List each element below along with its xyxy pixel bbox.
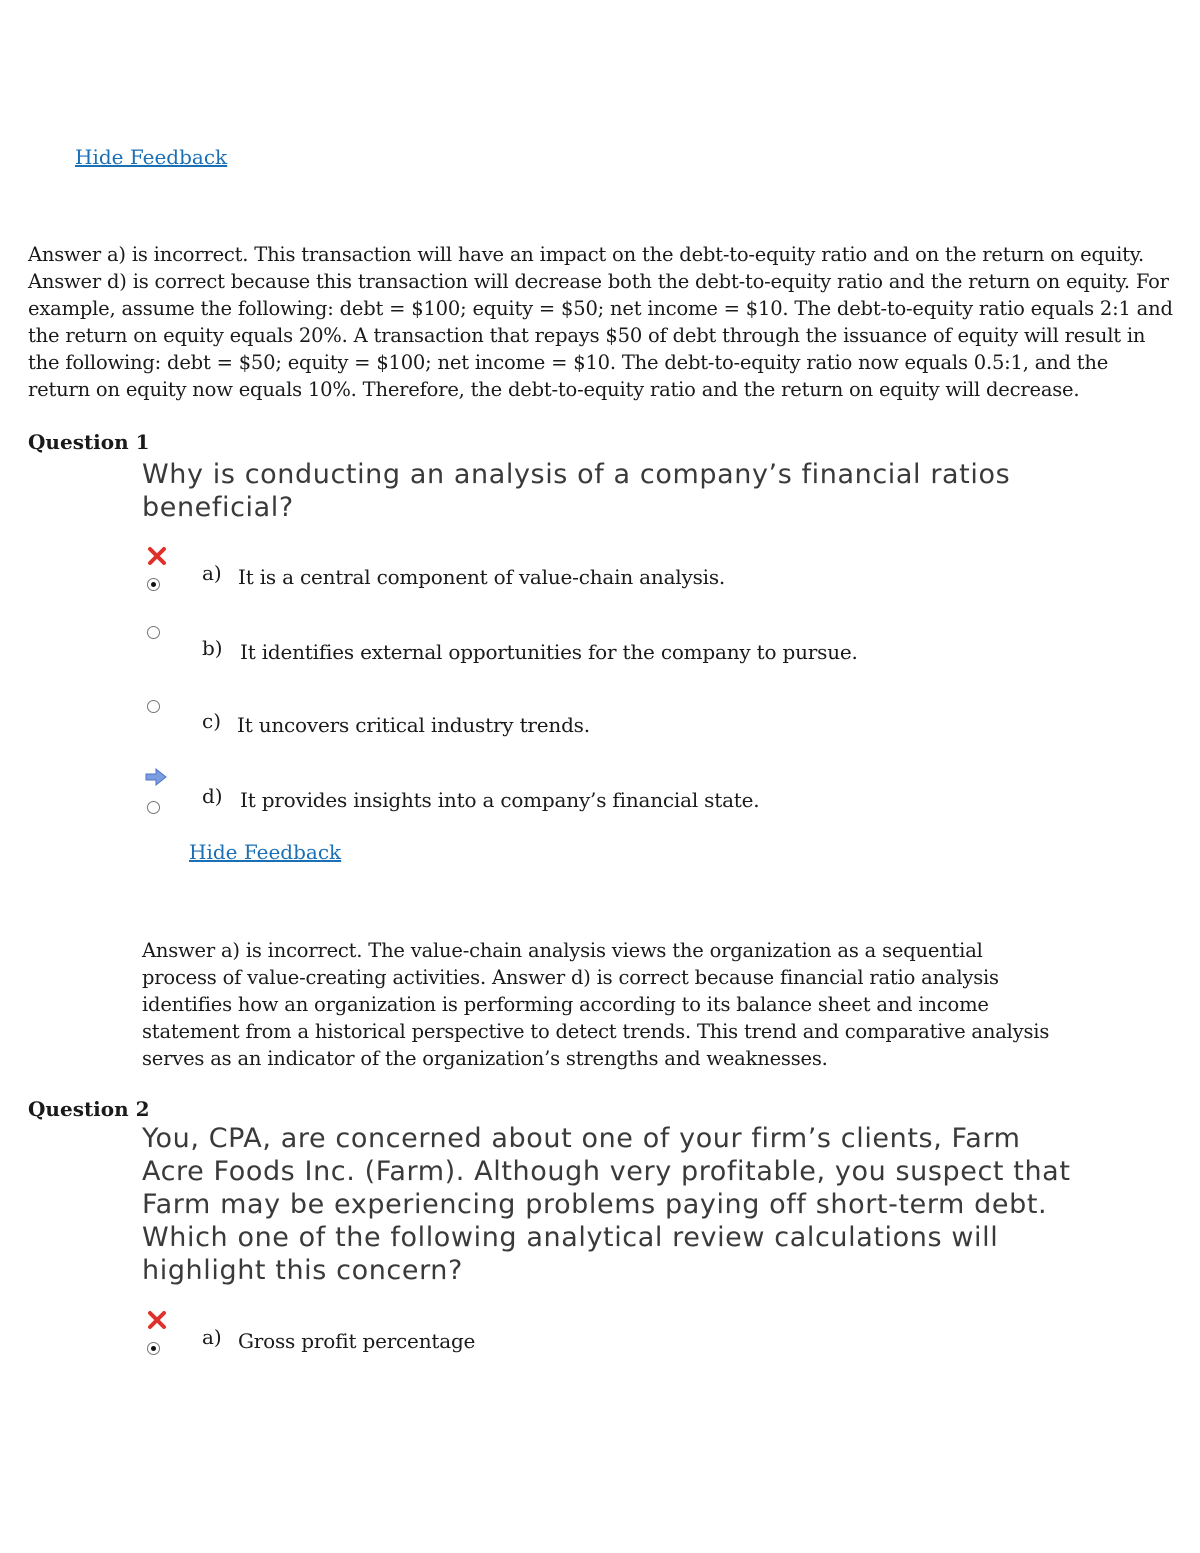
question-2-text: You, CPA, are concerned about one of your firm’s clients, Farm Acre Foods Inc. (Farm). Although very profitable, you suspect that Farm may be experiencing problems paying off short-term debt. Which one of the following analytical review calculations will highlight this concern?	[142, 1123, 1071, 1286]
hide-feedback-link-q1[interactable]: Hide Feedback	[189, 840, 342, 864]
option-d-radio[interactable]	[147, 801, 160, 814]
option-c-radio[interactable]	[147, 700, 160, 713]
option-c-letter: c)	[202, 709, 222, 733]
option-b-letter: b)	[202, 636, 223, 660]
incorrect-x-icon	[146, 1309, 168, 1331]
intro-feedback-text: Answer a) is incorrect. This transaction will have an impact on the debt-to-equity ratio and on the return on equity. Answer d) is correct because this transaction will decrease both the debt-to-equity ratio and the return on equity. For example, assume the following: debt = $100; equity = $50; net income = $10. The debt-to-equity ratio equals 2:1 and the return on equity equals 20%. A transaction that repays $50 of debt through the issuance of equity will result in the following: debt = $50; equity = $100; net income = $10. The debt-to-equity ratio now equals 0.5:1, and the return on equity now equals 10%. Therefore, the debt-to-equity ratio and the return on equity will decrease.	[28, 243, 1173, 401]
q2-option-a-letter: a)	[202, 1325, 222, 1349]
option-c-text: It uncovers critical industry trends.	[237, 713, 590, 737]
question-2-label: Question 2	[28, 1097, 150, 1121]
option-b-radio[interactable]	[147, 626, 160, 639]
option-d-text: It provides insights into a company’s financial state.	[240, 788, 760, 812]
option-a-text: It is a central component of value-chain analysis.	[238, 565, 726, 589]
incorrect-x-icon	[146, 545, 168, 567]
hide-feedback-link-top[interactable]: Hide Feedback	[75, 145, 228, 169]
option-b-text: It identifies external opportunities for the company to pursue.	[240, 640, 858, 664]
option-d-letter: d)	[202, 784, 223, 808]
question-1-text: Why is conducting an analysis of a company’s financial ratios beneficial?	[142, 459, 1011, 523]
q2-option-a-radio[interactable]	[147, 1342, 160, 1355]
correct-arrow-icon	[144, 767, 168, 787]
option-a-radio[interactable]	[147, 578, 160, 591]
question-1-label: Question 1	[28, 430, 150, 454]
question-1-feedback-text: Answer a) is incorrect. The value-chain analysis views the organization as a sequential process of value-creating activities. Answer d) is correct because financial ratio analysis identifies how an organization is performing according to its balance sheet and income statement from a historical perspective to detect trends. This trend and comparative analysis serves as an indicator of the organization’s strengths and weaknesses.	[142, 939, 1050, 1070]
q2-option-a-text: Gross profit percentage	[238, 1329, 476, 1353]
option-a-letter: a)	[202, 561, 222, 585]
